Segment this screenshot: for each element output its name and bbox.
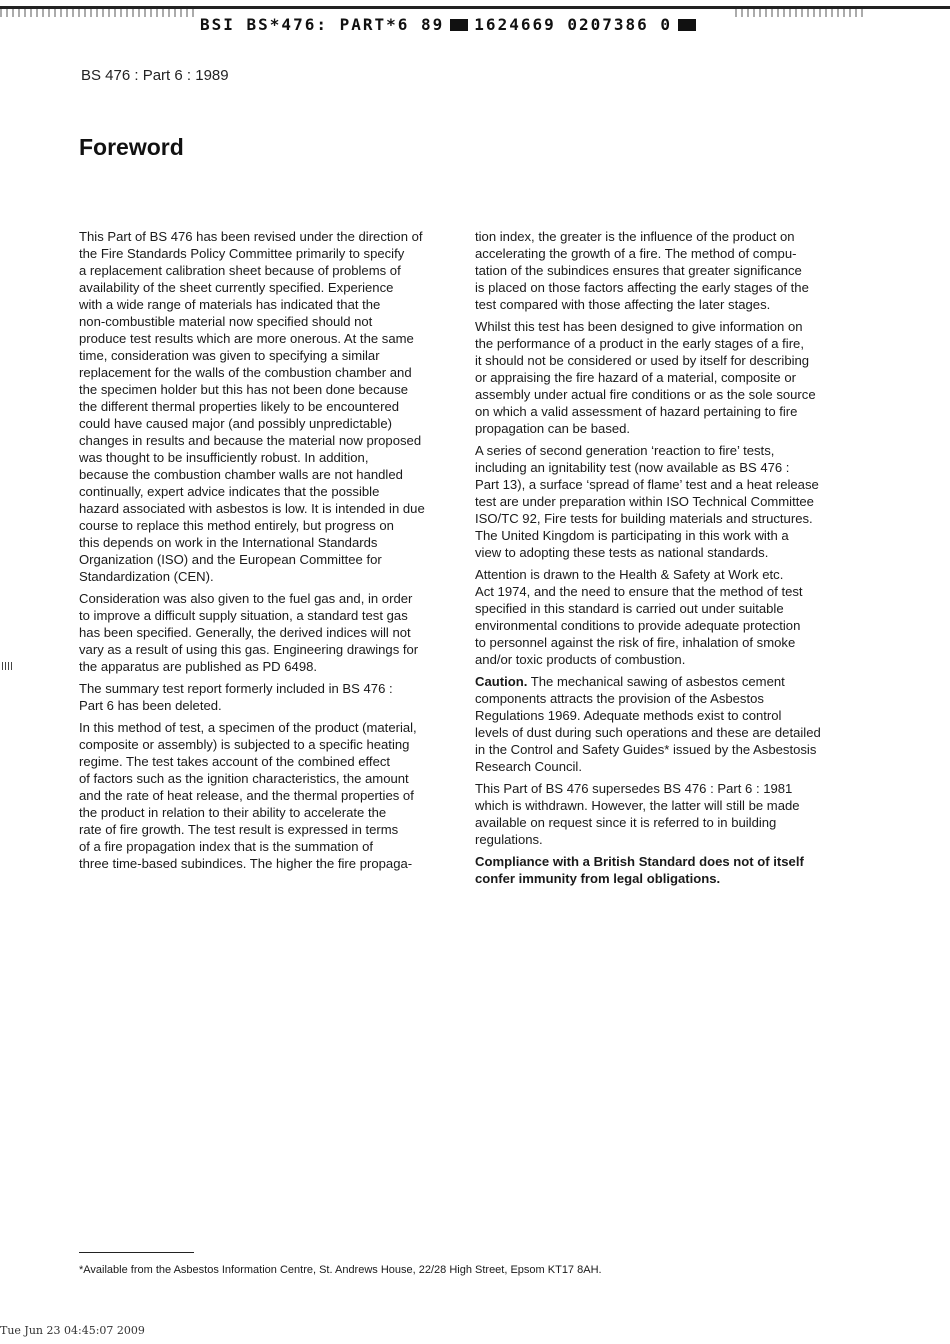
paragraph-supersedes: This Part of BS 476 supersedes BS 476 : Part 6 : 1981 which is withdrawn. However, the latter will still be made available on request since it is referred to in building regulations. xyxy=(475,781,800,847)
caution-text: The mechanical sawing of asbestos cement components attracts the provision of the Asbestos Regulations 1969. Adequate methods exist to control levels of dust during such operations and these are detailed in the Control and Safety Guides* issued by the Asbestosis Research Council. xyxy=(475,674,821,774)
header-prefix: BSI BS*476: PART*6 89 xyxy=(200,15,445,34)
caution-label: Caution. xyxy=(475,674,528,689)
right-column xyxy=(475,228,855,892)
paragraph-propagation-index: tion index, the greater is the influence of the product on accelerating the growth of a fire. The method of compu- tation of the subindices ensures that greater significance is placed on those factors affecting the early stages of the test compared with those affecting the later stages. xyxy=(475,229,809,312)
footnote: *Available from the Asbestos Information Centre, St. Andrews House, 22/28 High Street, Epsom KT17 8AH. xyxy=(79,1264,602,1276)
paragraph-revision: This Part of BS 476 has been revised under the direction of the Fire Standards Policy Committee primarily to specify a replacement calibration sheet because of problems of availability of the sheet currently specified. Experience with a wide range of materials has indicated that the non-combustible material now specified should not produce test results which are more onerous. At the same time, consideration was given to specifying a similar replacement for the walls of the combustion chamber and the specimen holder but this has not been done because the different thermal properties likely to be encountered could have caused major (and possibly unpredictable) changes in results and because the material now proposed was thought to be insufficiently robust. In addition, because the combustion chamber walls are not handled continually, expert advice indicates that the possible hazard associated with asbestos is low. It is intended in due course to replace this method entirely, but progress on this depends on work in the International Standards Organization (ISO) and the European Committee for Standardization (CEN). xyxy=(79,229,425,584)
header-block-mark-end xyxy=(678,19,696,31)
print-timestamp: Tue Jun 23 04:45:07 2009 xyxy=(0,1324,145,1337)
page-title: Foreword xyxy=(79,134,184,160)
left-column xyxy=(79,228,461,877)
paragraph-method: In this method of test, a specimen of the product (material, composite or assembly) is subjected to a specific heating regime. The test takes account of the combined effect of factors such as the ignition characteristics, the amount and the rate of heat release, and the thermal properties of the product in relation to their ability to accelerate the rate of fire growth. The test result is expressed in terms of a fire propagation index that is the summation of three time-based subindices. The higher the fire propaga- xyxy=(79,720,417,871)
standard-reference: BS 476 : Part 6 : 1989 xyxy=(81,67,229,84)
paragraph-whilst: Whilst this test has been designed to give information on the performance of a product in the early stages of a fire, it should not be considered or used by itself for describing or appraising the fire hazard of a material, composite or assembly under actual fire conditions or as the sole source on which a valid assessment of hazard pertaining to fire propagation can be based. xyxy=(475,319,816,436)
paragraph-health-safety: Attention is drawn to the Health & Safety at Work etc. Act 1974, and the need to ensure that the method of test specified in this standard is carried out under suitable environmental conditions to provide adequate protection to personnel against the risk of fire, inhalation of smoke and/or toxic products of combustion. xyxy=(475,567,803,667)
paragraph-second-generation: A series of second generation ‘reaction to fire’ tests, including an ignitability test (now available as BS 476 : Part 13), a surface ‘spread of flame’ test and a heat release test are under preparation within ISO Technical Committee ISO/TC 92, Fire tests for building materials and structures. The United Kingdom is participating in this work with a view to adopting these tests as national standards. xyxy=(475,443,819,560)
scan-noise-right xyxy=(735,9,865,17)
document-header xyxy=(200,15,740,34)
compliance-statement: Compliance with a British Standard does not of itself confer immunity from legal obligations. xyxy=(475,854,804,886)
scan-noise-left xyxy=(0,9,195,17)
paragraph-fuel-gas: Consideration was also given to the fuel gas and, in order to improve a difficult supply situation, a standard test gas has been specified. Generally, the derived indices will not vary as a result of using this gas. Engineering drawings for the apparatus are published as PD 6498. xyxy=(79,591,419,674)
paragraph-summary-report: The summary test report formerly included in BS 476 : Part 6 has been deleted. xyxy=(79,681,393,713)
header-block-mark xyxy=(450,19,468,31)
margin-scan-mark xyxy=(2,662,14,670)
footnote-rule xyxy=(79,1252,194,1253)
paragraph-caution xyxy=(475,673,855,775)
header-codes: 1624669 0207386 0 xyxy=(474,15,673,34)
